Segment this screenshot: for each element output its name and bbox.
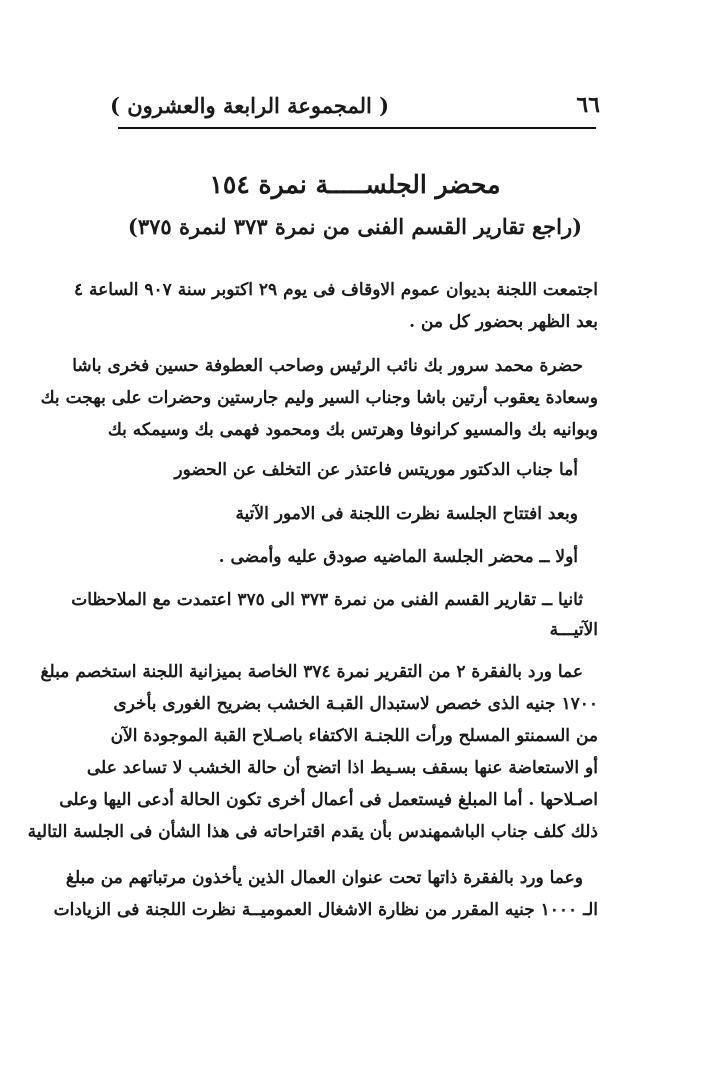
text-line: الآتيـــة [549, 620, 598, 640]
text-line: ١٧٠٠ جنيه الذى خصص لاستبدال القبـة الخشب بضريح الغورى بأخرى [113, 694, 598, 714]
page-number: ٦٦ [576, 92, 600, 118]
text-line: ذلك كلف جناب الباشمهندس بأن يقدم اقتراحاته فى هذا الشأن فى الجلسة التالية [27, 822, 598, 842]
text-line: وبعد افتتاح الجلسة نظرت اللجنة فى الامور الآتية [235, 504, 578, 524]
text-line: اجتمعت اللجنة بديوان عموم الاوقاف فى يوم ٢٩ اكتوبر سنة ٩٠٧ الساعة ٤ [73, 280, 598, 300]
text-line: وبوانيه بك والمسيو كرانوفا وهرتس بك ومحمود فهمى بك وسيمكه بك [107, 420, 598, 440]
text-line: أما جناب الدكتور موريتس فاعتذر عن التخلف عن الحضور [174, 460, 578, 480]
text-line: أولا ــ محضر الجلسة الماضيه صودق عليه وأمضى . [218, 547, 578, 567]
section-title: محضر الجلســـــة نمرة ١٥٤ [209, 170, 501, 199]
text-line: حضرة محمد سرور بك نائب الرئيس وصاحب العطوفة حسين فخرى باشا [72, 356, 583, 376]
text-line: أو الاستعاضة عنها بسقف بسـيط اذا اتضح أن حالة الخشب لا تساعد على [86, 758, 598, 778]
running-title: ( المجموعة الرابعة والعشرون ) [110, 92, 390, 118]
text-line: الـ ١٠٠٠ جنيه المقرر من نظارة الاشغال العموميــة نظرت اللجنة فى الزيادات [53, 900, 598, 920]
text-line: اصـلاحها . أما المبلغ فيستعمل فى أعمال أخرى تكون الحالة أدعى اليها وعلى [59, 790, 598, 810]
text-line: ثانيا ــ تقارير القسم الفنى من نمرة ٣٧٣ الى ٣٧٥ اعتمدت مع الملاحظات [71, 590, 583, 610]
text-line: عما ورد بالفقرة ٢ من التقرير نمرة ٣٧٤ الخاصة بميزانية اللجنة استخصم مبلغ [40, 662, 583, 682]
text-line: وعما ورد بالفقرة ذاتها تحت عنوان العمال الذين يأخذون مرتباتهم من مبلغ [65, 868, 583, 888]
section-subtitle: (راجع تقارير القسم الفنى من نمرة ٣٧٣ لنمرة ٣٧٥) [127, 214, 583, 239]
header-rule [118, 127, 596, 129]
text-line: بعد الظهر بحضور كل من . [409, 312, 598, 332]
text-line: وسعادة يعقوب أرتين باشا وجناب السير وليم جارستين وحضرات على بهجت بك [40, 388, 598, 408]
page-header [110, 88, 600, 122]
text-line: من السمنتو المسلح ورأت اللجنـة الاكتفاء باصـلاح القبة الموجودة الآن [110, 726, 598, 746]
